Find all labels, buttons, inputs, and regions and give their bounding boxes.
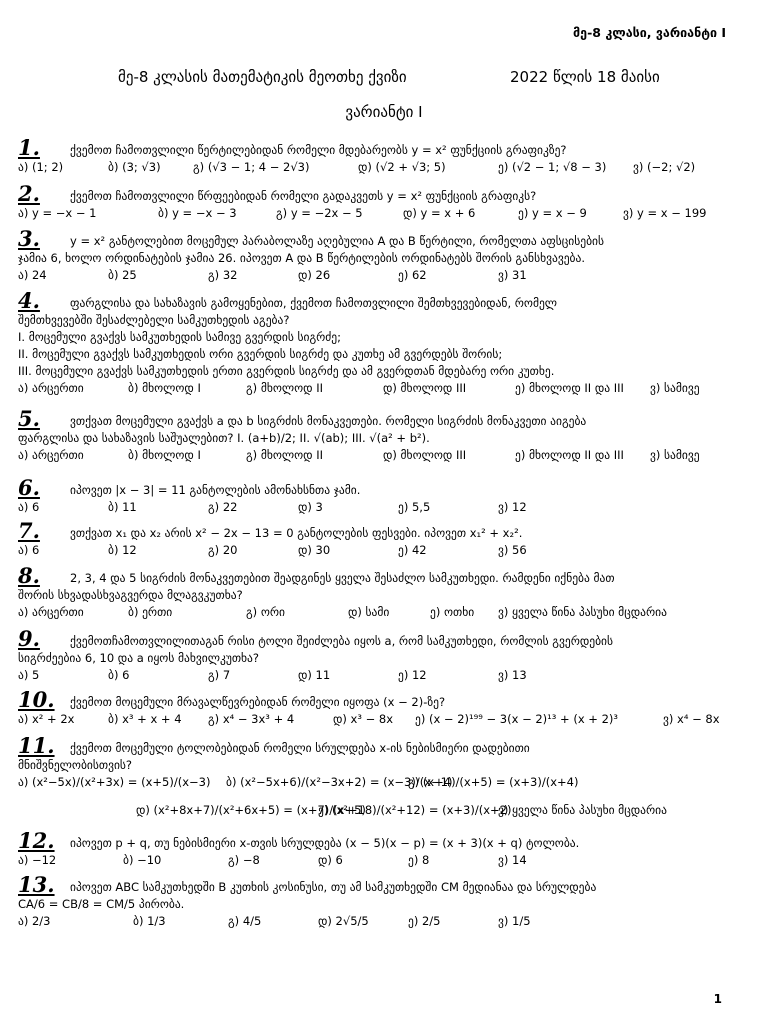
- question-head: [18, 228, 718, 250]
- answer-option: ე) მხოლოდ II და III: [515, 448, 624, 462]
- answer-option: დ) 30: [298, 543, 331, 557]
- question-13: [18, 874, 718, 930]
- question-text: [70, 188, 718, 205]
- answer-options: [18, 913, 718, 930]
- answer-options: [18, 447, 718, 464]
- question-line: სიგრძეებია 6, 10 და a იყოს მახვილკუთხა?: [18, 651, 259, 665]
- answer-option: გ) მხოლოდ II: [246, 381, 324, 395]
- answer-option: დ) სამი: [348, 605, 390, 619]
- question-2: [18, 183, 718, 222]
- answer-option: გ) (√3 − 1; 4 − 2√3): [193, 160, 310, 174]
- question-line: შორის სხვადასხვაგვერდა მლაგვკუთხა?: [18, 588, 243, 602]
- answer-option: ე) (x − 2)¹⁹⁹ − 3(x − 2)¹³ + (x + 2)³: [415, 712, 618, 726]
- answer-option: ვ) სამივე: [650, 448, 700, 462]
- answer-option: გ) −8: [228, 853, 260, 867]
- answer-option: გ) 20: [208, 543, 238, 557]
- question-number: 12.: [18, 828, 55, 853]
- question-head: [18, 565, 718, 587]
- answer-option: ა) არცერთი: [18, 448, 84, 462]
- question-number: 6.: [18, 475, 40, 500]
- question-head: [18, 689, 718, 711]
- question-number: 2.: [18, 181, 40, 206]
- answer-option: დ) 2√5/5: [318, 914, 369, 928]
- question-text: [70, 295, 718, 312]
- question-10: [18, 689, 718, 728]
- question-head: [18, 735, 718, 757]
- question-line: ფარგლისა და სახაზავის საშუალებით? I. (a+b)/2; II. √(ab); III. √(a² + b²).: [18, 431, 430, 445]
- answer-option: ბ) 1/3: [133, 914, 166, 928]
- answer-option: ა) x² + 2x: [18, 712, 75, 726]
- question-head: [18, 628, 718, 650]
- answer-option: ბ) (3; √3): [108, 160, 161, 174]
- answer-option: ბ) ერთი: [128, 605, 173, 619]
- question-head: [18, 290, 718, 312]
- answer-options: [18, 499, 718, 516]
- question-line: იპოვეთ |x − 3| = 11 განტოლების ამონახსნთა ჯამი.: [70, 483, 361, 497]
- answer-option: ბ) (x²−5x+6)/(x²−3x+2) = (x−3)/(x−1): [226, 775, 453, 789]
- question-number: 13.: [18, 872, 55, 897]
- answer-option: გ) y = −2x − 5: [276, 206, 363, 220]
- answer-option: დ) x³ − 8x: [333, 712, 394, 726]
- question-line: იპოვეთ p + q, თუ ნებისმიერი x-თვის სრულდება (x − 5)(x − p) = (x + 3)(x + q) ტოლობა.: [70, 836, 580, 850]
- answer-option: გ) ორი: [246, 605, 285, 619]
- answer-option: ბ) მხოლოდ I: [128, 448, 201, 462]
- quiz-title: მე-8 კლასის მათემატიკის მეოთხე ქვიზი: [118, 68, 407, 86]
- answer-option: ა) 5: [18, 668, 40, 682]
- answer-option: ბ) 6: [108, 668, 130, 682]
- answer-option: ა) −12: [18, 853, 57, 867]
- variant-corner-label: მე-8 კლასი, ვარიანტი I: [573, 25, 726, 40]
- question-line: ჯამია 6, ხოლო ორდინატების ჯამია 26. იპოვეთ A და B წერტილების ორდინატებს შორის განსხვავება.: [18, 251, 586, 265]
- question-8: [18, 565, 718, 621]
- question-number: 10.: [18, 687, 55, 712]
- answer-option: ა) 6: [18, 543, 40, 557]
- question-5: [18, 408, 718, 464]
- question-text: [70, 233, 718, 250]
- answer-option: ე) მხოლოდ II და III: [515, 381, 624, 395]
- question-number: 3.: [18, 226, 40, 251]
- answer-option: ბ) −10: [123, 853, 162, 867]
- question-4: [18, 290, 718, 397]
- question-11: [18, 735, 718, 830]
- question-number: 1.: [18, 135, 40, 160]
- question-line: ვთქვათ x₁ და x₂ არის x² − 2x − 13 = 0 განტოლების ფესვები. იპოვეთ x₁² + x₂².: [70, 526, 523, 540]
- question-line: I. მოცემული გვაქვს სამკუთხედის სამივე გვერდის სიგრძე;: [18, 330, 342, 344]
- answer-option: გ) 32: [208, 268, 238, 282]
- question-text: [70, 525, 718, 542]
- question-9: [18, 628, 718, 684]
- question-head: [18, 137, 718, 159]
- answer-option: ე) ოთხი: [430, 605, 475, 619]
- answer-option: ა) 2/3: [18, 914, 51, 928]
- question-head: [18, 874, 718, 896]
- answer-option: ვ) ყველა წინა პასუხი მცდარია: [498, 803, 667, 817]
- answer-option: ვ) 12: [498, 500, 527, 514]
- question-1: [18, 137, 718, 176]
- answer-options: [18, 604, 718, 621]
- question-head: [18, 477, 718, 499]
- answer-option: ე) 2/5: [408, 914, 441, 928]
- answer-option: ვ) ყველა წინა პასუხი მცდარია: [498, 605, 667, 619]
- question-text: [70, 694, 718, 711]
- question-head: [18, 183, 718, 205]
- question-6: [18, 477, 718, 516]
- question-line: y = x² განტოლებით მოცემულ პარაბოლაზე აღებულია A და B წერტილი, რომელთა აფსცისების: [70, 234, 605, 248]
- answer-option: დ) 3: [298, 500, 323, 514]
- answer-option: ა) არცერთი: [18, 381, 84, 395]
- question-line: ქვემოთ ჩამოთვლილი წერტილებიდან რომელი მდებარეობს y = x² ფუნქციის გრაფიკზე?: [70, 143, 567, 157]
- question-number: 9.: [18, 626, 40, 651]
- answer-options: [18, 205, 718, 222]
- answer-options: [18, 774, 718, 802]
- question-number: 8.: [18, 563, 40, 588]
- question-7: [18, 520, 718, 559]
- question-number: 7.: [18, 518, 40, 543]
- question-line: ქვემოთჩამოთვლილითაგან რისი ტოლი შეიძლება იყოს a, რომ სამკუთხედი, რომლის გვერდების: [70, 634, 613, 648]
- answer-option: გ) (x+4)/(x+5) = (x+3)/(x+4): [408, 775, 579, 789]
- answer-option: ა) 24: [18, 268, 47, 282]
- answer-option: ვ) 13: [498, 668, 527, 682]
- answer-options: [18, 542, 718, 559]
- question-line: იპოვეთ ABC სამკუთხედში B კუთხის კოსინუსი, თუ ამ სამკუთხედში CM მედიანაა და სრულდება: [70, 880, 597, 894]
- question-head: [18, 830, 718, 852]
- answer-option: ე) 8: [408, 853, 430, 867]
- answer-option: გ) 22: [208, 500, 238, 514]
- answer-option: ა) y = −x − 1: [18, 206, 97, 220]
- answer-option: ბ) 11: [108, 500, 137, 514]
- question-line: II. მოცემული გვაქვს სამკუთხედის ორი გვერდის სიგრძე და კუთხე ამ გვერდებს შორის;: [18, 347, 503, 361]
- question-text: [70, 879, 718, 896]
- answer-option: დ) 11: [298, 668, 331, 682]
- answer-option: გ) 4/5: [228, 914, 262, 928]
- question-head: [18, 520, 718, 542]
- question-text: [70, 142, 718, 159]
- answer-options: [18, 267, 718, 284]
- page-number: 1: [713, 992, 722, 1006]
- answer-options: [18, 667, 718, 684]
- question-line: მნიშვნელობისთვის?: [18, 758, 133, 772]
- question-text: [70, 570, 718, 587]
- answer-option: დ) მხოლოდ III: [383, 381, 467, 395]
- answer-option: ვ) 31: [498, 268, 527, 282]
- answer-options: [18, 711, 718, 728]
- answer-option: ვ) 1/5: [498, 914, 531, 928]
- question-text: [70, 835, 718, 852]
- question-text: [70, 482, 718, 499]
- answer-option: ვ) (−2; √2): [633, 160, 696, 174]
- question-number: 5.: [18, 406, 40, 431]
- question-line: ფარგლისა და სახაზავის გამოყენებით, ქვემოთ ჩამოთვლილი შემთხვევებიდან, რომელ: [70, 296, 558, 310]
- answer-option: გ) x⁴ − 3x³ + 4: [208, 712, 295, 726]
- question-line: ქვემოთ მოცემული მრავალწევრებიდან რომელი იყოფა (x − 2)-ზე?: [70, 695, 446, 709]
- answer-option: ვ) სამივე: [650, 381, 700, 395]
- question-text: [70, 413, 718, 430]
- answer-option: დ) 26: [298, 268, 331, 282]
- question-12: [18, 830, 718, 869]
- question-line: 2, 3, 4 და 5 სიგრძის მონაკვეთებით შეადგინეს ყველა შესაძლო სამკუთხედი. რამდენი იქნება მათ: [70, 571, 615, 585]
- answer-options: [18, 802, 718, 830]
- answer-option: დ) 6: [318, 853, 343, 867]
- answer-option: ე) (√2 − 1; √8 − 3): [498, 160, 607, 174]
- question-head: [18, 408, 718, 430]
- answer-option: ა) (1; 2): [18, 160, 64, 174]
- answer-option: ვ) 14: [498, 853, 527, 867]
- answer-option: ე) 42: [398, 543, 427, 557]
- answer-option: ა) (x²−5x)/(x²+3x) = (x+5)/(x−3): [18, 775, 211, 789]
- answer-option: დ) მხოლოდ III: [383, 448, 467, 462]
- answer-option: ბ) 12: [108, 543, 137, 557]
- answer-option: დ) (√2 + √3; 5): [358, 160, 446, 174]
- quiz-date: 2022 წლის 18 მაისი: [510, 68, 660, 86]
- answer-option: ე) 62: [398, 268, 427, 282]
- answer-option: ვ) 56: [498, 543, 527, 557]
- question-number: 11.: [18, 733, 55, 758]
- variant-heading: ვარიანტი I: [345, 103, 423, 121]
- answer-options: [18, 380, 718, 397]
- question-line: ქვემოთ მოცემული ტოლობებიდან რომელი სრულდება x-ის ნებისმიერი დადებითი: [70, 741, 530, 755]
- question-line: CA/6 = CB/8 = CM/5 პირობა.: [18, 897, 185, 911]
- question-3: [18, 228, 718, 284]
- question-line: ქვემოთ ჩამოთვლილი წრფეებიდან რომელი გადაკვეთს y = x² ფუნქციის გრაფიკს?: [70, 189, 537, 203]
- answer-option: გ) 7: [208, 668, 231, 682]
- answer-option: ა) არცერთი: [18, 605, 84, 619]
- question-text: [70, 740, 718, 757]
- answer-option: ე) y = x − 9: [518, 206, 587, 220]
- question-number: 4.: [18, 288, 40, 313]
- question-line: III. მოცემული გვაქვს სამკუთხედის ერთი გვერდის სიგრძე და ამ გვერდთან მდებარე ორი კუთხე.: [18, 364, 555, 378]
- answer-option: ა) 6: [18, 500, 40, 514]
- question-line: შემთხვევებში შესაძლებელი სამკუთხედის აგება?: [18, 313, 290, 327]
- answer-options: [18, 159, 718, 176]
- answer-option: ე) 5,5: [398, 500, 431, 514]
- answer-option: ვ) x⁴ − 8x: [663, 712, 720, 726]
- answer-option: გ) მხოლოდ II: [246, 448, 324, 462]
- answer-option: ბ) 25: [108, 268, 137, 282]
- answer-option: ბ) x³ + x + 4: [108, 712, 182, 726]
- answer-option: ე) 12: [398, 668, 427, 682]
- answer-option: ე) (x²+18)/(x²+12) = (x+3)/(x+2): [318, 803, 512, 817]
- question-text: [70, 633, 718, 650]
- answer-option: ბ) y = −x − 3: [158, 206, 237, 220]
- answer-option: დ) (x²+8x+7)/(x²+6x+5) = (x+7)/(x+5): [136, 803, 366, 817]
- answer-options: [18, 852, 718, 869]
- answer-option: დ) y = x + 6: [403, 206, 476, 220]
- answer-option: ვ) y = x − 199: [623, 206, 707, 220]
- answer-option: ბ) მხოლოდ I: [128, 381, 201, 395]
- question-line: ვთქვათ მოცემული გვაქვს a და b სიგრძის მონაკვეთები. რომელი სიგრძის მონაკვეთი აიგება: [70, 414, 587, 428]
